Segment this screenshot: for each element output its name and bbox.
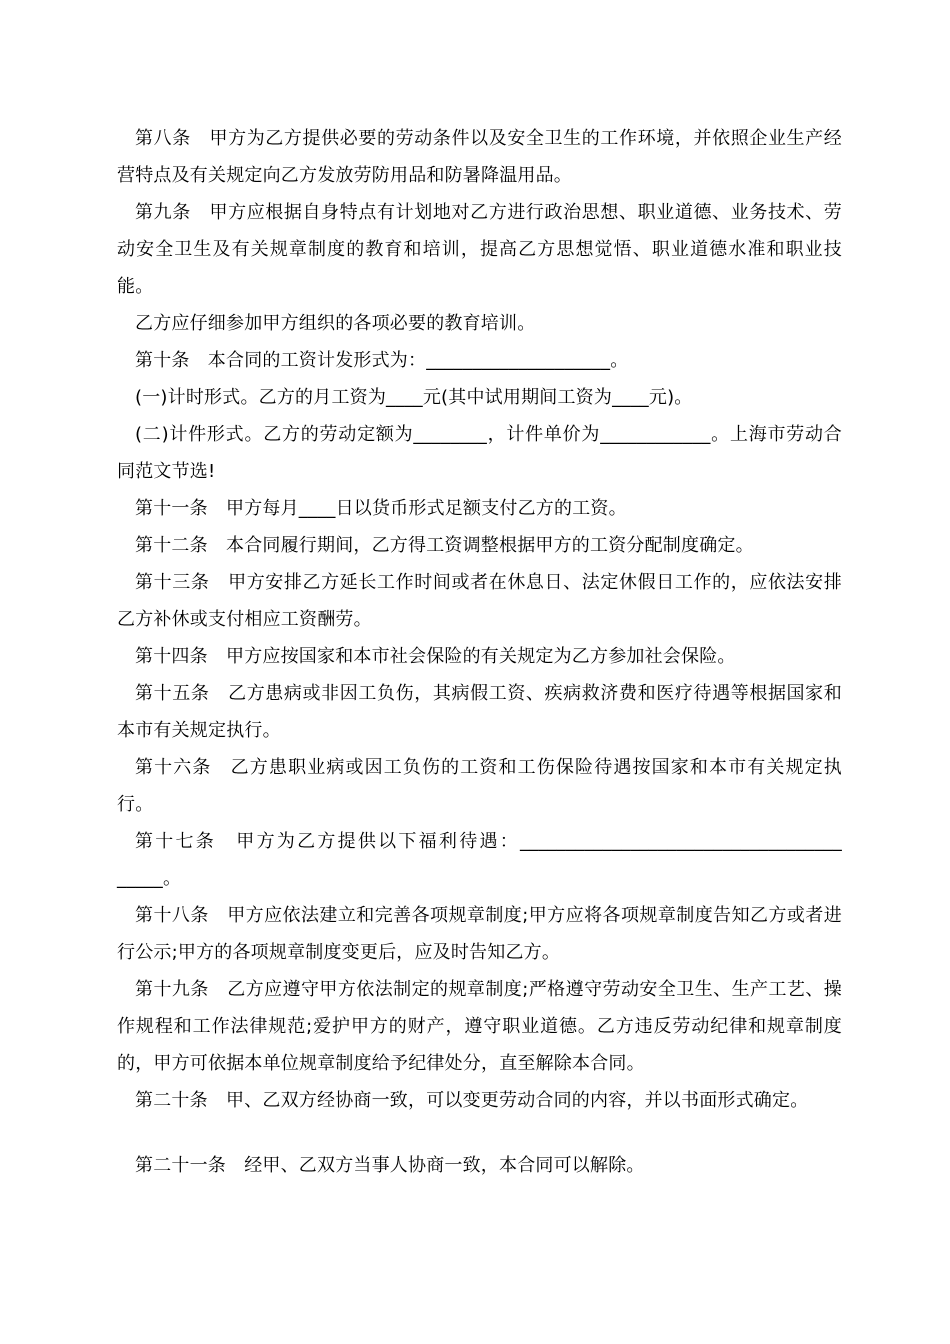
article-21: 第二十一条 经甲、乙双方当事人协商一致，本合同可以解除。 bbox=[135, 1155, 645, 1176]
article-17: 第十七条 甲方为乙方提供以下福利待遇：___________________________________ _____。 bbox=[117, 831, 842, 889]
article-9-training-note: 乙方应仔细参加甲方组织的各项必要的教育培训。 bbox=[135, 313, 536, 334]
article-18: 第十八条 甲方应依法建立和完善各项规章制度;甲方应将各项规章制度告知乙方或者进行公示;甲方的各项规章制度变更后，应及时告知乙方。 bbox=[117, 905, 842, 963]
article-10-piece-based: (二)计件形式。乙方的劳动定额为________，计件单价为____________。上海市劳动合同范文节选! bbox=[117, 424, 842, 482]
article-12: 第十二条 本合同履行期间，乙方得工资调整根据甲方的工资分配制度确定。 bbox=[135, 535, 754, 556]
article-13: 第十三条 甲方安排乙方延长工作时间或者在休息日、法定休假日工作的，应依法安排乙方补休或支付相应工资酬劳。 bbox=[117, 572, 842, 630]
article-14: 第十四条 甲方应按国家和本市社会保险的有关规定为乙方参加社会保险。 bbox=[135, 646, 736, 667]
article-16: 第十六条 乙方患职业病或因工负伤的工资和工伤保险待遇按国家和本市有关规定执行。 bbox=[117, 757, 842, 815]
paragraph-spacer bbox=[117, 1119, 842, 1147]
article-19: 第十九条 乙方应遵守甲方依法制定的规章制度;严格遵守劳动安全卫生、生产工艺、操作规程和工作法律规范;爱护甲方的财产，遵守职业道德。乙方违反劳动纪律和规章制度的，甲方可依据本单位规章制度给予纪律处分，直至解除本合同。 bbox=[117, 979, 842, 1074]
article-20: 第二十条 甲、乙双方经协商一致，可以变更劳动合同的内容，并以书面形式确定。 bbox=[135, 1090, 809, 1111]
article-9: 第九条 甲方应根据自身特点有计划地对乙方进行政治思想、职业道德、业务技术、劳动安全卫生及有关规章制度的教育和培训，提高乙方思想觉悟、职业道德水准和职业技能。 bbox=[117, 202, 842, 297]
document-body bbox=[117, 120, 842, 1184]
article-10: 第十条 本合同的工资计发形式为：____________________。 bbox=[135, 350, 629, 371]
article-8: 第八条 甲方为乙方提供必要的劳动条件以及安全卫生的工作环境，并依照企业生产经营特点及有关规定向乙方发放劳防用品和防暑降温用品。 bbox=[117, 128, 842, 186]
article-10-time-based: (一)计时形式。乙方的月工资为____元(其中试用期间工资为____元)。 bbox=[135, 387, 693, 408]
article-11: 第十一条 甲方每月____日以货币形式足额支付乙方的工资。 bbox=[135, 498, 627, 519]
article-15: 第十五条 乙方患病或非因工负伤，其病假工资、疾病救济费和医疗待遇等根据国家和本市有关规定执行。 bbox=[117, 683, 842, 741]
